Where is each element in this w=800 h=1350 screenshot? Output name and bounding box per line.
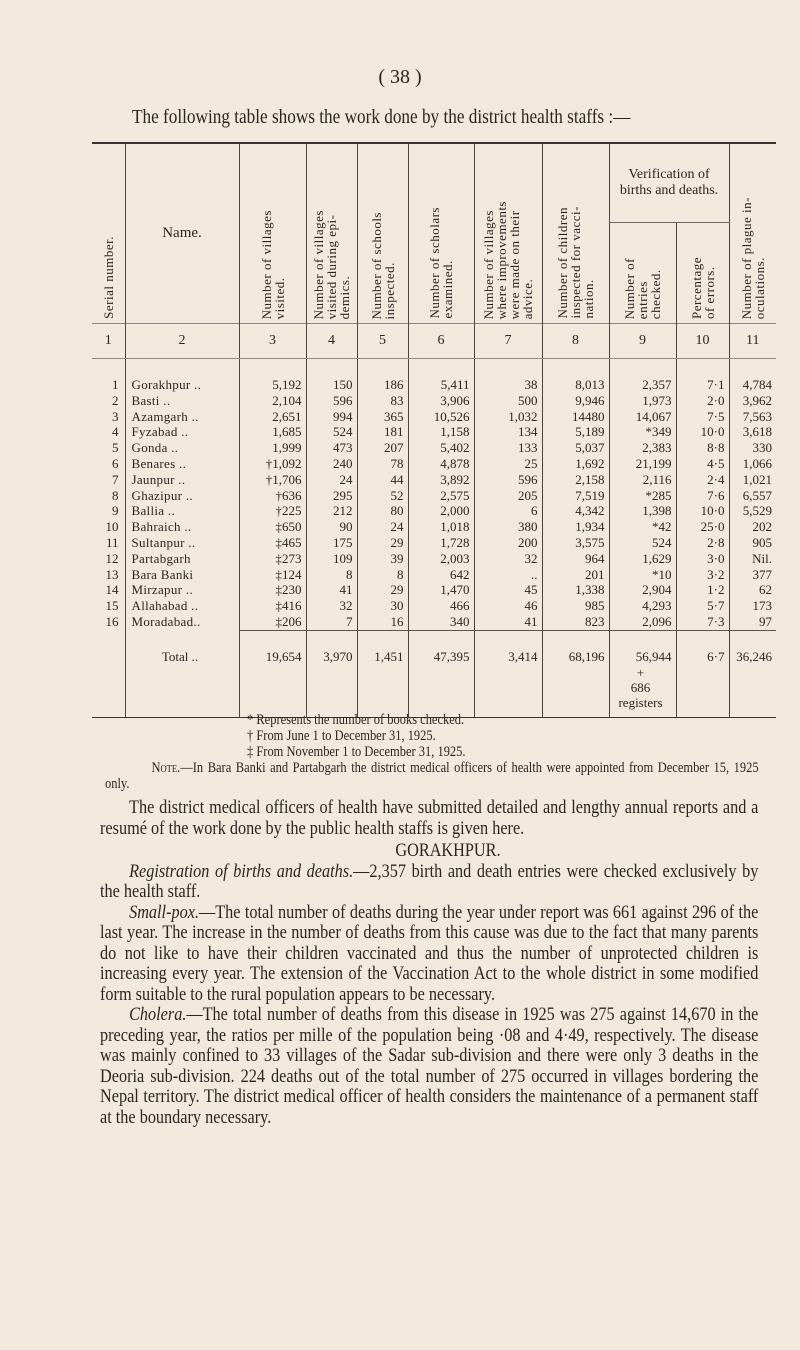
value-cell: 202	[729, 519, 776, 535]
value-cell: 2,904	[609, 582, 676, 598]
value-cell: 8·8	[676, 440, 729, 456]
value-cell: 21,199	[609, 456, 676, 472]
serial-cell: 1	[112, 377, 119, 392]
table-row	[92, 614, 776, 630]
value-cell: 25	[474, 456, 542, 472]
value-cell: 3,575	[542, 535, 609, 551]
serial-cell: 12	[105, 550, 119, 566]
value-cell: 134	[474, 424, 542, 440]
value-cell: 7·3	[676, 614, 729, 630]
note-text: —In Bara Banki and Partabgarh the district medical officers of health were appointed from December 15, 1925 only.	[105, 760, 759, 792]
value-cell: 823	[542, 614, 609, 630]
value-cell: 985	[542, 598, 609, 614]
table-row	[92, 472, 776, 488]
value-cell: 994	[306, 409, 357, 425]
value-cell: 45	[474, 582, 542, 598]
footnote-dagger: † From June 1 to December 31, 1925.	[247, 728, 436, 744]
value-cell: 2,383	[609, 440, 676, 456]
value-cell: 500	[474, 393, 542, 409]
value-cell: 52	[357, 488, 408, 504]
value-cell: 41	[306, 582, 357, 598]
table-row	[92, 567, 776, 583]
district-name-cell: Sultanpur ..	[125, 535, 239, 551]
value-cell: ‡124	[239, 567, 306, 583]
serial-cell: 11	[105, 534, 119, 550]
value-cell: *285	[609, 488, 676, 504]
district-name-cell: Ballia ..	[125, 503, 239, 519]
value-cell: †225	[239, 503, 306, 519]
serial-cell: 10	[105, 519, 119, 535]
value-cell: 964	[542, 551, 609, 567]
cholera-title: Cholera.	[129, 1004, 187, 1025]
value-cell: 596	[306, 393, 357, 409]
table-row	[92, 424, 776, 440]
value-cell: 24	[306, 472, 357, 488]
table-row	[92, 582, 776, 598]
value-cell: 2·8	[676, 535, 729, 551]
header-entries-checked: Number of entries checked.	[622, 257, 663, 319]
value-cell: 97	[729, 614, 776, 630]
column-number: 10	[676, 324, 729, 359]
value-cell: 3·2	[676, 567, 729, 583]
value-cell: 212	[306, 503, 357, 519]
value-cell: 3,618	[729, 424, 776, 440]
value-cell: 44	[357, 472, 408, 488]
value-cell: 1,685	[239, 424, 306, 440]
district-name-cell: Mirzapur ..	[125, 582, 239, 598]
value-cell: 32	[474, 551, 542, 567]
value-cell: 2,575	[408, 488, 474, 504]
value-cell: 3,906	[408, 393, 474, 409]
value-cell: 46	[474, 598, 542, 614]
total-cell	[92, 630, 125, 665]
header-improvements: Number of villages where improvements were made on their advice.	[481, 200, 535, 319]
district-name-cell: Benares ..	[125, 456, 239, 472]
value-cell: 240	[306, 456, 357, 472]
empty-cell	[306, 665, 357, 718]
serial-cell: 15	[105, 598, 119, 614]
value-cell: 330	[729, 440, 776, 456]
column-number: 4	[306, 324, 357, 359]
district-name-cell: Gorakhpur ..	[125, 359, 239, 393]
total-cell: 68,196	[542, 630, 609, 665]
column-number: 2	[125, 324, 239, 359]
table-row	[92, 519, 776, 535]
value-cell: 29	[357, 582, 408, 598]
total-cell: 3,970	[306, 630, 357, 665]
column-number: 3	[239, 324, 306, 359]
value-cell: 2,096	[609, 614, 676, 630]
table-row	[92, 488, 776, 504]
value-cell: 5,529	[729, 503, 776, 519]
header-children-inspected: Number of children inspected for vacci- nation.	[555, 206, 596, 319]
cholera-paragraph	[100, 1005, 758, 1128]
value-cell: †1,706	[239, 472, 306, 488]
district-name-cell: Bara Banki	[125, 567, 239, 583]
value-cell: ‡416	[239, 598, 306, 614]
body-text	[100, 798, 758, 1128]
value-cell: 5,411	[408, 359, 474, 393]
value-cell: 14,067	[609, 409, 676, 425]
table-row	[92, 440, 776, 456]
total-cell: 6·7	[676, 630, 729, 665]
value-cell: 78	[357, 456, 408, 472]
table-row	[92, 393, 776, 409]
empty-cell	[92, 665, 125, 718]
empty-cell	[357, 665, 408, 718]
value-cell: 1,999	[239, 440, 306, 456]
value-cell: †636	[239, 488, 306, 504]
column-number: 8	[542, 324, 609, 359]
value-cell: 90	[306, 519, 357, 535]
serial-cell: 7	[112, 471, 119, 487]
page-number: ( 38 )	[378, 66, 422, 88]
value-cell: ‡206	[239, 614, 306, 630]
header-verification: Verification of births and deaths.	[609, 143, 729, 223]
registers-registers-count: 686	[630, 679, 651, 695]
value-cell: 7,563	[729, 409, 776, 425]
total-extra-row	[92, 665, 776, 718]
table-note	[105, 760, 759, 792]
value-cell: 39	[357, 551, 408, 567]
value-cell: ‡230	[239, 582, 306, 598]
intro-paragraph: The district medical officers of health have submitted detailed and lengthy annual reports and a resumé of the work done by the public health staffs is given here.	[100, 797, 759, 839]
header-epidemic-villages: Number of villages visited during epi- demics.	[311, 209, 352, 319]
value-cell: 25·0	[676, 519, 729, 535]
value-cell: 109	[306, 551, 357, 567]
serial-cell: 9	[112, 503, 119, 519]
value-cell: 4,878	[408, 456, 474, 472]
registers-cell	[609, 665, 676, 718]
value-cell: 8	[306, 567, 357, 583]
footnote-double-dagger: ‡ From November 1 to December 31, 1925.	[247, 744, 466, 760]
value-cell: 3,962	[729, 393, 776, 409]
serial-cell: 5	[112, 440, 119, 456]
value-cell: ‡465	[239, 535, 306, 551]
value-cell: 377	[729, 567, 776, 583]
serial-cell: 13	[105, 566, 119, 582]
value-cell: 2,104	[239, 393, 306, 409]
registration-text: —2,357 birth and death entries were checked exclusively by the health staff.	[100, 860, 759, 902]
column-number: 7	[474, 324, 542, 359]
empty-cell	[239, 665, 306, 718]
value-cell: 1,692	[542, 456, 609, 472]
value-cell: 4,784	[729, 359, 776, 393]
value-cell: 466	[408, 598, 474, 614]
value-cell: 7,519	[542, 488, 609, 504]
value-cell: 205	[474, 488, 542, 504]
district-name-cell: Fyzabad ..	[125, 424, 239, 440]
serial-cell: 3	[112, 408, 119, 424]
value-cell: 201	[542, 567, 609, 583]
registration-paragraph	[100, 862, 758, 903]
serial-cell: 2	[112, 392, 119, 408]
total-row	[92, 630, 776, 665]
value-cell: 473	[306, 440, 357, 456]
empty-cell	[676, 665, 729, 718]
value-cell: 340	[408, 614, 474, 630]
value-cell: 133	[474, 440, 542, 456]
total-label: Total ..	[125, 630, 239, 665]
header-percentage-errors: Percentage of errors.	[688, 256, 717, 319]
district-name-cell: Basti ..	[125, 393, 239, 409]
section-heading: GORAKHPUR.	[395, 840, 501, 861]
value-cell: 24	[357, 519, 408, 535]
district-name-cell: Allahabad ..	[125, 598, 239, 614]
serial-cell: 4	[112, 424, 119, 440]
value-cell: 32	[306, 598, 357, 614]
header-schools: Number of schools inspected.	[368, 211, 397, 319]
value-cell: 1,032	[474, 409, 542, 425]
total-cell: 3,414	[474, 630, 542, 665]
district-name-cell: Gonda ..	[125, 440, 239, 456]
value-cell: 200	[474, 535, 542, 551]
value-cell: 173	[729, 598, 776, 614]
empty-cell	[542, 665, 609, 718]
header-plague-inoculations: Number of plague in- oculations.	[738, 196, 767, 319]
value-cell: *349	[609, 424, 676, 440]
header-serial: Serial number.	[100, 236, 116, 319]
health-staff-work-table	[92, 142, 776, 718]
column-number: 11	[729, 324, 776, 359]
value-cell: 1,470	[408, 582, 474, 598]
value-cell: 905	[729, 535, 776, 551]
value-cell: 1,629	[609, 551, 676, 567]
value-cell: 175	[306, 535, 357, 551]
value-cell: 1,728	[408, 535, 474, 551]
value-cell: 8,013	[542, 359, 609, 393]
column-number: 6	[408, 324, 474, 359]
value-cell: ‡650	[239, 519, 306, 535]
value-cell: 596	[474, 472, 542, 488]
serial-cell: 16	[105, 614, 119, 630]
value-cell: 4,293	[609, 598, 676, 614]
value-cell: 1,934	[542, 519, 609, 535]
serial-cell: 14	[105, 582, 119, 598]
value-cell: Nil.	[729, 551, 776, 567]
value-cell: 3,892	[408, 472, 474, 488]
value-cell: 1·2	[676, 582, 729, 598]
smallpox-title: Small-pox.	[129, 901, 200, 923]
value-cell: 5,189	[542, 424, 609, 440]
value-cell: 83	[357, 393, 408, 409]
value-cell: 10·0	[676, 503, 729, 519]
value-cell: 16	[357, 614, 408, 630]
value-cell: *42	[609, 519, 676, 535]
column-number: 5	[357, 324, 408, 359]
value-cell: *10	[609, 567, 676, 583]
value-cell: 1,398	[609, 503, 676, 519]
value-cell: 1,066	[729, 456, 776, 472]
value-cell: 8	[357, 567, 408, 583]
value-cell: 181	[357, 424, 408, 440]
district-name-cell: Partabgarh	[125, 551, 239, 567]
value-cell: ‡273	[239, 551, 306, 567]
value-cell: 2,116	[609, 472, 676, 488]
value-cell: 207	[357, 440, 408, 456]
table-row	[92, 535, 776, 551]
value-cell: 29	[357, 535, 408, 551]
value-cell: 80	[357, 503, 408, 519]
value-cell: 365	[357, 409, 408, 425]
value-cell: 2·0	[676, 393, 729, 409]
value-cell: 1,021	[729, 472, 776, 488]
table-row	[92, 551, 776, 567]
value-cell: 5,192	[239, 359, 306, 393]
value-cell: 3·0	[676, 551, 729, 567]
empty-cell	[474, 665, 542, 718]
value-cell: 5,037	[542, 440, 609, 456]
value-cell: 10·0	[676, 424, 729, 440]
value-cell: 642	[408, 567, 474, 583]
table-row	[92, 503, 776, 519]
value-cell: 41	[474, 614, 542, 630]
cholera-text: —The total number of deaths from this disease in 1925 was 275 against 14,670 in the preceding year, the ratios per mille of the population being ·08 and 4·49, respectively. The disease was mainly confined to 33 villages of the Sadar sub-division and there were only 3 deaths in the Deoria sub-division. 224 deaths out of the total number of 275 occurred in villages bordering the Nepal territory. The district medical officer of health considers the maintenance of a permanent staff at the boundary necessary.	[100, 1004, 759, 1128]
value-cell: 1,338	[542, 582, 609, 598]
district-name-cell: Ghazipur ..	[125, 488, 239, 504]
district-name-cell: Jaunpur ..	[125, 472, 239, 488]
registers-registers-label: registers	[618, 694, 663, 710]
value-cell: 5,402	[408, 440, 474, 456]
district-name-cell: Azamgarh ..	[125, 409, 239, 425]
table-row	[92, 359, 776, 393]
value-cell: †1,092	[239, 456, 306, 472]
value-cell: 2,651	[239, 409, 306, 425]
value-cell: 7·1	[676, 359, 729, 393]
value-cell: 30	[357, 598, 408, 614]
table-intro: The following table shows the work done by the district health staffs :—	[132, 106, 631, 128]
footnote-asterisk: * Represents the number of books checked.	[247, 712, 465, 728]
value-cell: 150	[306, 359, 357, 393]
value-cell: 380	[474, 519, 542, 535]
district-name-cell: Bahraich ..	[125, 519, 239, 535]
serial-cell: 8	[112, 487, 119, 503]
value-cell: 2,000	[408, 503, 474, 519]
total-cell: 56,944	[609, 630, 676, 665]
table-row	[92, 456, 776, 472]
column-number: 1	[92, 324, 125, 359]
column-number: 9	[609, 324, 676, 359]
header-scholars: Number of scholars examined.	[427, 207, 455, 319]
value-cell: 2,003	[408, 551, 474, 567]
value-cell: 1,018	[408, 519, 474, 535]
empty-cell	[125, 665, 239, 718]
total-cell: 1,451	[357, 630, 408, 665]
value-cell: 6	[474, 503, 542, 519]
header-name: Name.	[162, 225, 202, 241]
total-cell: 47,395	[408, 630, 474, 665]
value-cell: 1,973	[609, 393, 676, 409]
value-cell: 524	[306, 424, 357, 440]
note-label: Note.	[151, 760, 181, 776]
empty-cell	[729, 665, 776, 718]
value-cell: 5·7	[676, 598, 729, 614]
empty-cell	[408, 665, 474, 718]
value-cell: ..	[474, 567, 542, 583]
value-cell: 7	[306, 614, 357, 630]
value-cell: 524	[609, 535, 676, 551]
total-cell: 19,654	[239, 630, 306, 665]
smallpox-text: —The total number of deaths during the year under report was 661 against 296 of the last year. The increase in the number of deaths from this cause was due to the fact that many parents do not like to have their children vaccinated and thus the number of unprotected children is increasing every year. The extension of the Vaccination Act to the whole district in some modified form suitable to the rural population appears to be necessary.	[100, 901, 759, 1005]
value-cell: 14480	[542, 409, 609, 425]
value-cell: 4·5	[676, 456, 729, 472]
registers-plus: +	[636, 664, 645, 680]
table-row	[92, 409, 776, 425]
value-cell: 295	[306, 488, 357, 504]
value-cell: 38	[474, 359, 542, 393]
total-cell: 36,246	[729, 630, 776, 665]
value-cell: 2,357	[609, 359, 676, 393]
header-villages-visited: Number of villages visited.	[258, 209, 287, 319]
value-cell: 7·6	[676, 488, 729, 504]
value-cell: 6,557	[729, 488, 776, 504]
value-cell: 2·4	[676, 472, 729, 488]
value-cell: 186	[357, 359, 408, 393]
value-cell: 4,342	[542, 503, 609, 519]
value-cell: 62	[729, 582, 776, 598]
value-cell: 9,946	[542, 393, 609, 409]
smallpox-paragraph	[100, 903, 758, 1006]
table-row	[92, 598, 776, 614]
value-cell: 7·5	[676, 409, 729, 425]
serial-cell: 6	[112, 455, 119, 471]
value-cell: 2,158	[542, 472, 609, 488]
registration-title: Registration of births and deaths.	[129, 860, 354, 882]
value-cell: 1,158	[408, 424, 474, 440]
district-name-cell: Moradabad..	[125, 614, 239, 630]
value-cell: 10,526	[408, 409, 474, 425]
